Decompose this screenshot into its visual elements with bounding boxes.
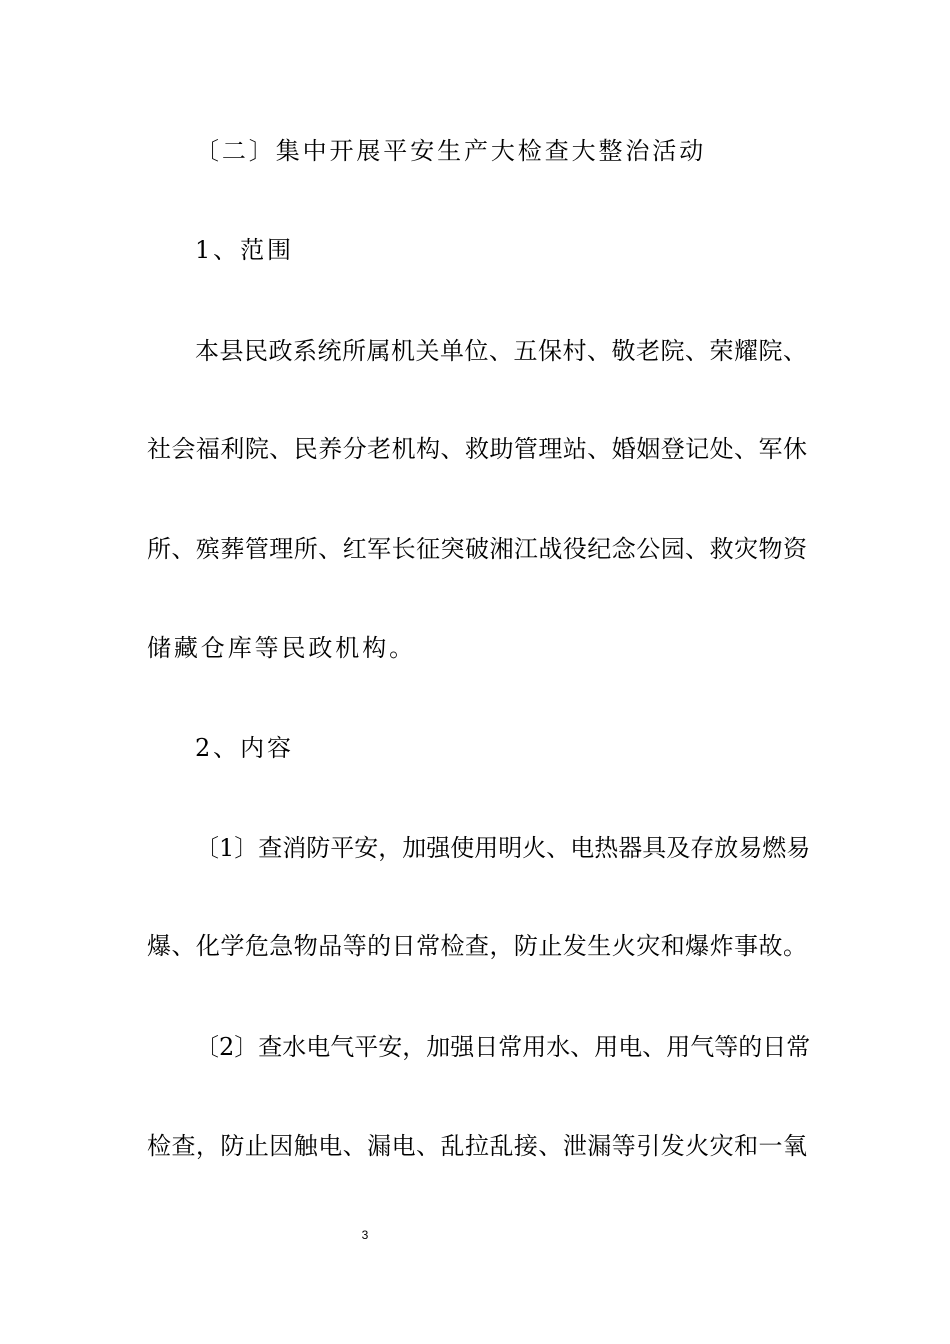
paragraph-line: 社会福利院、民养分老机构、救助管理站、婚姻登记处、军休 xyxy=(147,435,807,463)
paragraph-line: 所、殡葬管理所、红军长征突破湘江战役纪念公园、救灾物资 xyxy=(147,535,807,563)
paragraph-line: 检查，防止因触电、漏电、乱拉乱接、泄漏等引发火灾和一氧 xyxy=(147,1132,807,1160)
subheading-scope: 1、范围 xyxy=(195,236,294,264)
section-heading: 〔二〕集中开展平安生产大检查大整治活动 xyxy=(195,137,707,165)
page-number: 3 xyxy=(361,1228,369,1242)
subheading-content: 2、内容 xyxy=(195,734,294,762)
paragraph-line: 爆、化学危急物品等的日常检查，防止发生火灾和爆炸事故。 xyxy=(147,932,807,960)
paragraph-line: 本县民政系统所属机关单位、五保村、敬老院、荣耀院、 xyxy=(195,337,807,365)
paragraph-line: 储藏仓库等民政机构。 xyxy=(147,634,416,662)
paragraph-line: 〔1〕查消防平安，加强使用明火、电热器具及存放易燃易 xyxy=(195,834,811,862)
paragraph-line: 〔2〕查水电气平安，加强日常用水、用电、用气等的日常 xyxy=(195,1033,811,1061)
